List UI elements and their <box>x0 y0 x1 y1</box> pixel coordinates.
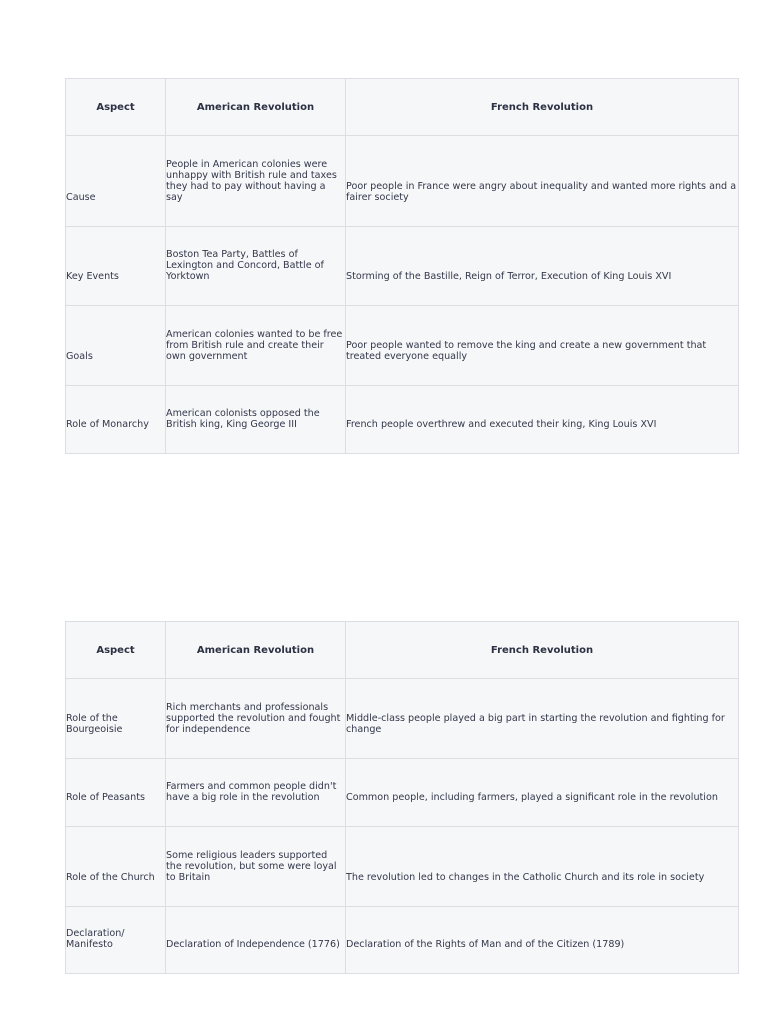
american-cell: Boston Tea Party, Battles of Lexington and Concord, Battle of Yorktown <box>166 227 346 306</box>
french-cell: Storming of the Bastille, Reign of Terror, Execution of King Louis XVI <box>346 227 739 306</box>
table-row-role-of-the-bourgeoisie <box>66 679 739 759</box>
french-cell: Poor people in France were angry about inequality and wanted more rights and a fairer society <box>346 136 739 227</box>
aspect-cell: Role of the Church <box>66 827 166 907</box>
aspect-cell: Role of Monarchy <box>66 386 166 454</box>
french-cell: Declaration of the Rights of Man and of the Citizen (1789) <box>346 907 739 974</box>
french-cell: Poor people wanted to remove the king and create a new government that treated everyone equally <box>346 306 739 386</box>
header-aspect: Aspect <box>66 79 166 136</box>
table-row-cause <box>66 136 739 227</box>
table-header-row <box>66 79 739 136</box>
table-row-role-of-peasants <box>66 759 739 827</box>
table-header-row <box>66 622 739 679</box>
french-cell: Middle-class people played a big part in starting the revolution and fighting for change <box>346 679 739 759</box>
aspect-cell: Role of Peasants <box>66 759 166 827</box>
header-aspect: Aspect <box>66 622 166 679</box>
table-row-role-of-the-church <box>66 827 739 907</box>
american-cell: Farmers and common people didn't have a big role in the revolution <box>166 759 346 827</box>
american-cell: Rich merchants and professionals supported the revolution and fought for independence <box>166 679 346 759</box>
aspect-cell: Cause <box>66 136 166 227</box>
french-cell: French people overthrew and executed their king, King Louis XVI <box>346 386 739 454</box>
header-french-revolution: French Revolution <box>346 79 739 136</box>
aspect-cell: Key Events <box>66 227 166 306</box>
aspect-cell: Declaration/ Manifesto <box>66 907 166 974</box>
french-cell: The revolution led to changes in the Catholic Church and its role in society <box>346 827 739 907</box>
aspect-cell: Goals <box>66 306 166 386</box>
comparison-table-1 <box>65 78 739 454</box>
aspect-cell: Role of the Bourgeoisie <box>66 679 166 759</box>
american-cell: People in American colonies were unhappy with British rule and taxes they had to pay without having a say <box>166 136 346 227</box>
header-american-revolution: American Revolution <box>166 622 346 679</box>
header-american-revolution: American Revolution <box>166 79 346 136</box>
table-row-key-events <box>66 227 739 306</box>
american-cell: Declaration of Independence (1776) <box>166 907 346 974</box>
table-row-role-of-monarchy <box>66 386 739 454</box>
header-french-revolution: French Revolution <box>346 622 739 679</box>
american-cell: American colonies wanted to be free from British rule and create their own government <box>166 306 346 386</box>
table-row-declaration-manifesto <box>66 907 739 974</box>
american-cell: Some religious leaders supported the revolution, but some were loyal to Britain <box>166 827 346 907</box>
french-cell: Common people, including farmers, played a significant role in the revolution <box>346 759 739 827</box>
table-row-goals <box>66 306 739 386</box>
comparison-table-2 <box>65 621 739 974</box>
american-cell: American colonists opposed the British king, King George III <box>166 386 346 454</box>
